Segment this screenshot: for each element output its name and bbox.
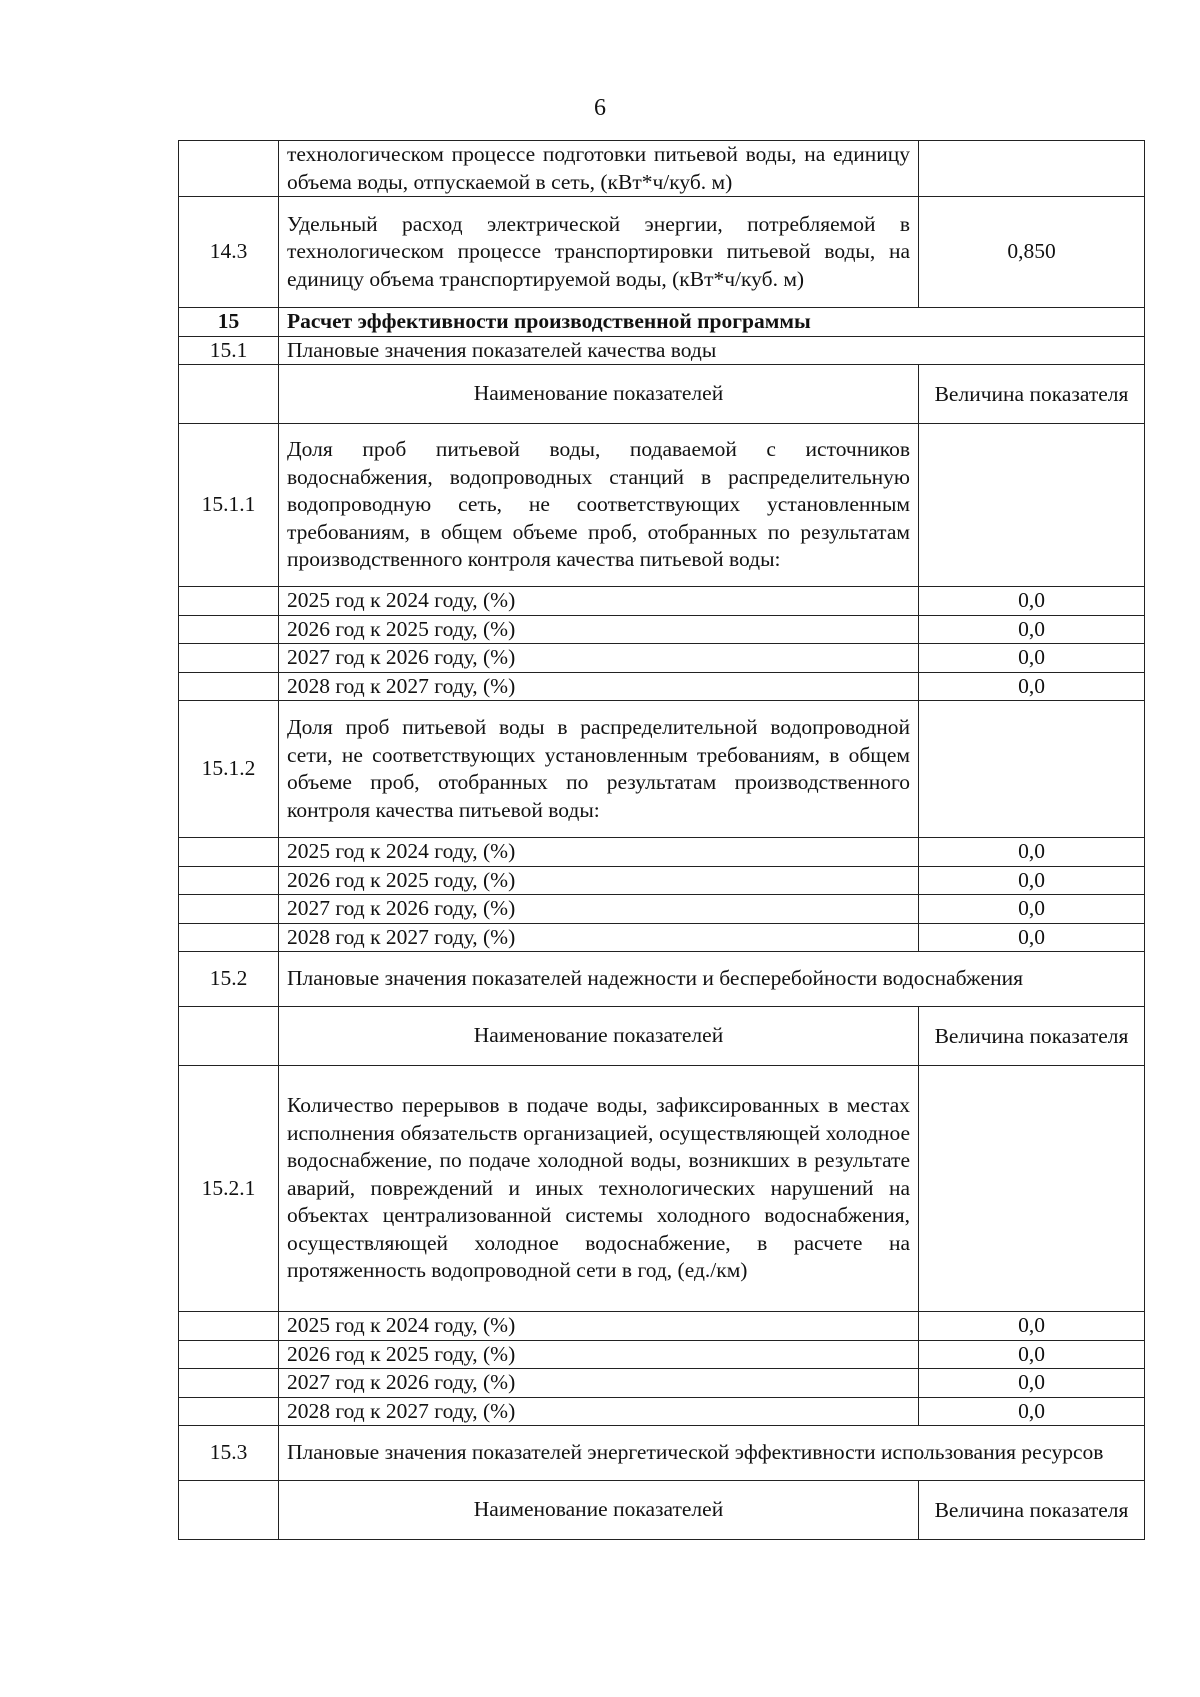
year-row bbox=[179, 1340, 1145, 1369]
indicator-value bbox=[919, 701, 1145, 838]
empty-cell bbox=[179, 895, 279, 924]
subsection-row bbox=[179, 1426, 1145, 1481]
empty-cell bbox=[179, 866, 279, 895]
subsection-row bbox=[179, 952, 1145, 1007]
year-value: 0,0 bbox=[919, 923, 1145, 952]
year-label: 2026 год к 2025 году, (%) bbox=[279, 866, 919, 895]
table-row bbox=[179, 701, 1145, 838]
indicator-name: Количество перерывов в подаче воды, зафиксированных в местах исполнения обязательств организацией, осуществляющей холодное водоснабжение, по подаче холодной воды, возникших в результате аварий, повреждений и иных технологических нарушений на объектах централизованной системы холодного водоснабжения, осуществляющей холодное водоснабжение, в расчете на протяженность водопроводной сети в год, (ед./км) bbox=[279, 1066, 919, 1312]
subsection-number: 15.1 bbox=[179, 336, 279, 365]
year-row bbox=[179, 587, 1145, 616]
subsection-title: Плановые значения показателей качества воды bbox=[279, 336, 1145, 365]
year-label: 2028 год к 2027 году, (%) bbox=[279, 923, 919, 952]
year-row bbox=[179, 672, 1145, 701]
header-row bbox=[179, 1481, 1145, 1540]
section-title: Расчет эффективности производственной программы bbox=[279, 308, 1145, 337]
subsection-title: Плановые значения показателей надежности и бесперебойности водоснабжения bbox=[279, 952, 1145, 1007]
row-number: 15.2.1 bbox=[179, 1066, 279, 1312]
table-row bbox=[179, 424, 1145, 587]
year-label: 2028 год к 2027 году, (%) bbox=[279, 672, 919, 701]
year-row bbox=[179, 644, 1145, 673]
empty-cell bbox=[179, 1397, 279, 1426]
year-label: 2027 год к 2026 году, (%) bbox=[279, 895, 919, 924]
year-label: 2026 год к 2025 году, (%) bbox=[279, 615, 919, 644]
row-number: 15.1.1 bbox=[179, 424, 279, 587]
year-row bbox=[179, 1369, 1145, 1398]
year-value: 0,0 bbox=[919, 587, 1145, 616]
subsection-number: 15.3 bbox=[179, 1426, 279, 1481]
indicator-value bbox=[919, 141, 1145, 197]
section-number: 15 bbox=[179, 308, 279, 337]
year-value: 0,0 bbox=[919, 895, 1145, 924]
empty-cell bbox=[179, 923, 279, 952]
indicator-value bbox=[919, 424, 1145, 587]
header-row bbox=[179, 1007, 1145, 1066]
header-name: Наименование показателей bbox=[279, 365, 919, 424]
row-number: 15.1.2 bbox=[179, 701, 279, 838]
empty-cell bbox=[179, 587, 279, 616]
indicator-name: Доля проб питьевой воды, подаваемой с источников водоснабжения, водопроводных станций в распределительную водопроводную сеть, не соответствующих установленным требованиям, в общем объеме проб, отобранных по результатам производственного контроля качества питьевой воды: bbox=[279, 424, 919, 587]
header-empty-cell bbox=[179, 1481, 279, 1540]
indicator-name: Доля проб питьевой воды в распределительной водопроводной сети, не соответствующих установленным требованиям, в общем объеме проб, отобранных по результатам производственного контроля качества питьевой воды: bbox=[279, 701, 919, 838]
empty-cell bbox=[179, 1312, 279, 1341]
year-value: 0,0 bbox=[919, 838, 1145, 867]
indicator-name: технологическом процессе подготовки питьевой воды, на единицу объема воды, отпускаемой в сеть, (кВт*ч/куб. м) bbox=[279, 141, 919, 197]
header-value: Величина показателя bbox=[919, 365, 1145, 424]
indicator-name: Удельный расход электрической энергии, потребляемой в технологическом процессе транспортировки питьевой воды, на единицу объема транспортируемой воды, (кВт*ч/куб. м) bbox=[279, 197, 919, 308]
year-value: 0,0 bbox=[919, 1312, 1145, 1341]
year-value: 0,0 bbox=[919, 672, 1145, 701]
subsection-title: Плановые значения показателей энергетической эффективности использования ресурсов bbox=[279, 1426, 1145, 1481]
subsection-number: 15.2 bbox=[179, 952, 279, 1007]
header-empty-cell bbox=[179, 1007, 279, 1066]
year-row bbox=[179, 615, 1145, 644]
year-label: 2025 год к 2024 году, (%) bbox=[279, 587, 919, 616]
empty-cell bbox=[179, 1369, 279, 1398]
header-name: Наименование показателей bbox=[279, 1007, 919, 1066]
indicator-value: 0,850 bbox=[919, 197, 1145, 308]
header-empty-cell bbox=[179, 365, 279, 424]
year-label: 2028 год к 2027 году, (%) bbox=[279, 1397, 919, 1426]
year-label: 2027 год к 2026 году, (%) bbox=[279, 644, 919, 673]
year-value: 0,0 bbox=[919, 615, 1145, 644]
table-row bbox=[179, 197, 1145, 308]
indicators-table bbox=[178, 140, 1145, 1540]
table-row bbox=[179, 141, 1145, 197]
year-row bbox=[179, 1312, 1145, 1341]
header-value: Величина показателя bbox=[919, 1481, 1145, 1540]
header-value: Величина показателя bbox=[919, 1007, 1145, 1066]
year-row bbox=[179, 895, 1145, 924]
section-row bbox=[179, 308, 1145, 337]
empty-cell bbox=[179, 644, 279, 673]
indicator-value bbox=[919, 1066, 1145, 1312]
year-label: 2025 год к 2024 году, (%) bbox=[279, 1312, 919, 1341]
empty-cell bbox=[179, 615, 279, 644]
year-label: 2025 год к 2024 году, (%) bbox=[279, 838, 919, 867]
year-value: 0,0 bbox=[919, 1397, 1145, 1426]
empty-cell bbox=[179, 672, 279, 701]
header-row bbox=[179, 365, 1145, 424]
year-value: 0,0 bbox=[919, 866, 1145, 895]
row-number-cell bbox=[179, 141, 279, 197]
year-label: 2027 год к 2026 году, (%) bbox=[279, 1369, 919, 1398]
year-label: 2026 год к 2025 году, (%) bbox=[279, 1340, 919, 1369]
table-row bbox=[179, 1066, 1145, 1312]
year-value: 0,0 bbox=[919, 644, 1145, 673]
year-value: 0,0 bbox=[919, 1340, 1145, 1369]
row-number: 14.3 bbox=[179, 197, 279, 308]
year-row bbox=[179, 923, 1145, 952]
subsection-row bbox=[179, 336, 1145, 365]
header-name: Наименование показателей bbox=[279, 1481, 919, 1540]
page-number: 6 bbox=[594, 95, 606, 121]
empty-cell bbox=[179, 1340, 279, 1369]
year-row bbox=[179, 866, 1145, 895]
year-row bbox=[179, 838, 1145, 867]
empty-cell bbox=[179, 838, 279, 867]
year-row bbox=[179, 1397, 1145, 1426]
year-value: 0,0 bbox=[919, 1369, 1145, 1398]
